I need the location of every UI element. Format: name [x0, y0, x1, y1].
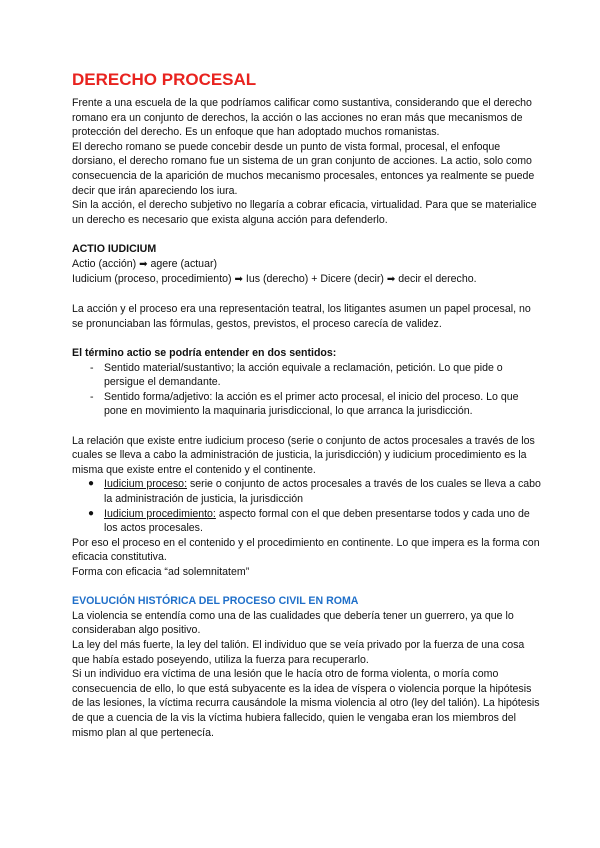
ius-dicere-term: Ius (derecho) + Dicere (decir): [245, 273, 384, 286]
evolucion-paragraph-2: La ley del más fuerte, la ley del talión. El individuo que se veía privado por la fuerza de una cosa que había estado poseyendo, utiliza la fuerza para recuperarlo.: [72, 638, 525, 666]
list-item: [72, 507, 542, 536]
dash-marker: -: [90, 390, 94, 403]
actio-term: Actio (acción): [72, 257, 137, 270]
teatral-paragraph: La acción y el proceso era una representación teatral, los litigantes asumen un papel procesal, no se pronunciaban las fórmulas, gestos, previstos, el proceso carecía de validez.: [72, 303, 531, 330]
intro-paragraph-1: Frente a una escuela de la que podríamos calificar como sustantiva, considerando que el derecho romano era un conjunto de derechos, la acción o las acciones no eran más que mecanismos de protección del derecho. Es un enfoque que han adoptado muchos romanistas.: [72, 97, 532, 139]
arrow-right-icon: ➡: [139, 258, 148, 270]
agere-term: agere (actuar): [150, 257, 218, 270]
list-item: [72, 361, 542, 390]
list-item: [72, 390, 542, 419]
list-item-text: Sentido forma/adjetivo: la acción es el primer acto procesal, el inicio del proceso. Lo que pone en movimiento la maquinaria jurisdiccional, lo que arranca la jurisdicción.: [104, 390, 519, 418]
list-item-text: aspecto formal con el que deben presentarse todos y cada uno de los actos procesales.: [104, 507, 530, 535]
iudicium-list: [72, 477, 542, 535]
list-item: [72, 477, 542, 506]
evolucion-paragraph-1: La violencia se entendía como una de las cualidades que debería tener un guerrero, ya que lo consideraban algo positivo.: [72, 609, 514, 637]
dash-marker: -: [90, 361, 94, 374]
solemnitatem-paragraph: Forma con eficacia “ad solemnitatem”: [72, 566, 250, 578]
decir-derecho-term: decir el derecho.: [398, 273, 477, 286]
bullet-marker: ●: [88, 507, 95, 519]
actio-line-2: [72, 272, 542, 288]
iudicium-term: Iudicium (proceso, procedimiento): [72, 273, 232, 286]
list-item-term: Iudicium procedimiento:: [104, 507, 216, 520]
list-item-term: Iudicium proceso:: [104, 478, 188, 491]
evolucion-heading: EVOLUCIÓN HISTÓRICA DEL PROCESO CIVIL EN ROMA: [72, 595, 359, 608]
sentidos-heading: El término actio se podría entender en dos sentidos:: [72, 347, 337, 360]
list-item-text: serie o conjunto de actos procesales a través de los cuales se lleva a cabo la administración de justicia, la jurisdicción: [104, 478, 541, 506]
page-title: DERECHO PROCESAL: [72, 70, 257, 89]
actio-line-1: [72, 257, 542, 273]
document-page: [72, 70, 542, 740]
contenido-paragraph: Por eso el proceso en el contenido y el procedimiento en continente. Lo que impera es la forma con eficacia constitutiva.: [72, 536, 540, 564]
list-item-text: Sentido material/sustantivo; la acción equivale a reclamación, petición. Lo que pide o persigue el demandante.: [104, 361, 503, 389]
intro-paragraph-3: Sin la acción, el derecho subjetivo no llegaría a cobrar eficacia, virtualidad. Para que se materialice un derecho es necesario que exista alguna acción para defenderlo.: [72, 199, 537, 226]
bullet-marker: ●: [88, 478, 95, 490]
intro-paragraph-2: El derecho romano se puede concebir desde un punto de vista formal, procesal, el enfoque dorsiano, el derecho romano fue un sistema de un gran conjunto de acciones. La actio, solo como consecuencia de la aparición de muchos mecanismo procesales, entonces ya realmente se puede decir que irán apareciendo los iura.: [72, 140, 535, 197]
arrow-right-icon: ➡: [234, 274, 243, 286]
evolucion-paragraph-3: Si un individuo era víctima de una lesión que le hacía otro de forma violenta, o moría como consecuencia de ello, lo que está subyacente es la idea de víspera o violencia porque la hipótesis de las lesiones, la víctima recurra causándole la misma violencia al otro (ley del talión). La hipótesis de que a cuencia de la vis la víctima hubiera fallecido, quien le vengaba eran los miembros del mismo plan al que pertenecía.: [72, 668, 540, 739]
actio-heading: ACTIO IUDICIUM: [72, 242, 157, 255]
relacion-paragraph: La relación que existe entre iudicium proceso (serie o conjunto de actos procesales a través de los cuales se lleva a cabo la administración de justicia, la jurisdicción) y iudicium procedimiento es la misma que existe entre el contenido y el continente.: [72, 434, 535, 476]
arrow-right-icon: ➡: [386, 274, 396, 286]
sentidos-list: [72, 361, 542, 419]
